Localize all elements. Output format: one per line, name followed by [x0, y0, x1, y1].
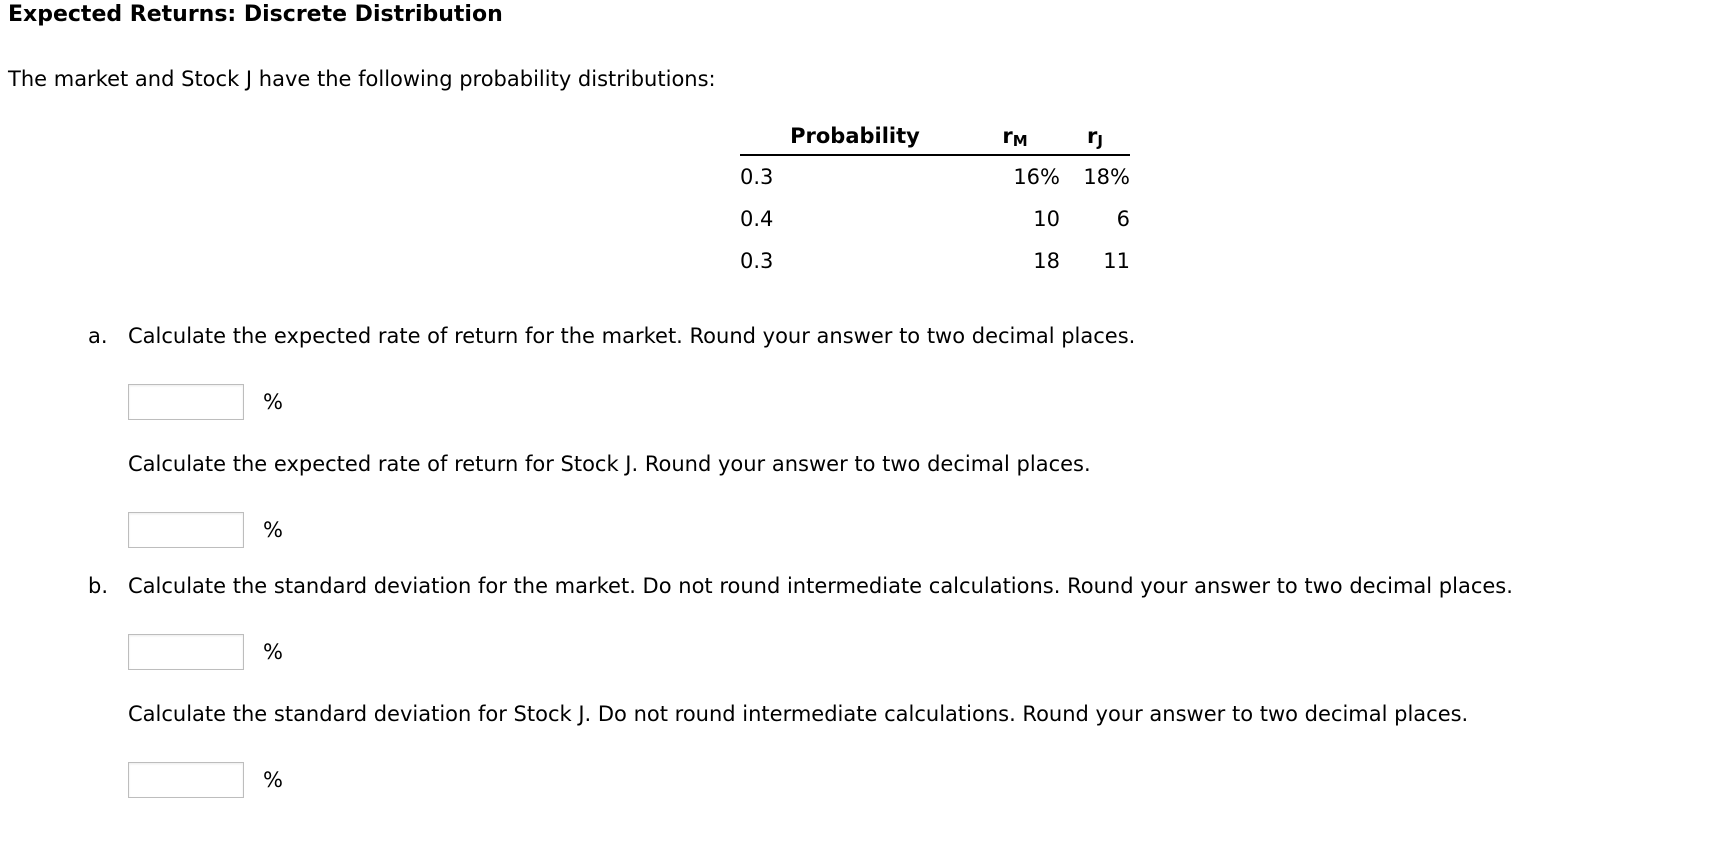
- header-probability: Probability: [740, 124, 970, 155]
- question-a-marker: a.: [88, 324, 108, 348]
- table-row: [740, 240, 1130, 282]
- probability-distribution-table: [740, 124, 1130, 282]
- header-rj-base: r: [1087, 124, 1098, 148]
- question-a2-stock-j-expected-return: [128, 452, 1091, 476]
- header-rj: [1060, 124, 1130, 155]
- header-rm-base: r: [1002, 124, 1013, 148]
- cell-probability: 0.4: [740, 207, 774, 231]
- cell-rm: 16%: [1013, 165, 1060, 189]
- answer-b1-unit: %: [263, 640, 283, 664]
- header-rj-sub: J: [1097, 132, 1103, 150]
- cell-probability: 0.3: [740, 249, 774, 273]
- page-title: Expected Returns: Discrete Distribution: [8, 2, 503, 27]
- question-b2-text: Calculate the standard deviation for Stock J. Do not round intermediate calculations. Round your answer to two decimal places.: [128, 702, 1469, 726]
- answer-b2-group: [128, 760, 283, 800]
- answer-a2-input[interactable]: [128, 512, 244, 548]
- question-a2-text: Calculate the expected rate of return for Stock J. Round your answer to two decimal places.: [128, 452, 1091, 476]
- cell-rm: 18: [1033, 249, 1060, 273]
- answer-a2-unit: %: [263, 518, 283, 542]
- question-a1-text: Calculate the expected rate of return for the market. Round your answer to two decimal places.: [128, 324, 1136, 348]
- answer-b2-input[interactable]: [128, 762, 244, 798]
- answer-a1-input[interactable]: [128, 384, 244, 420]
- cell-rj: 18%: [1083, 165, 1130, 189]
- answer-b1-input[interactable]: [128, 634, 244, 670]
- answer-a1-group: [128, 382, 283, 422]
- answer-a1-unit: %: [263, 390, 283, 414]
- intro-text: The market and Stock J have the following probability distributions:: [8, 67, 716, 91]
- answer-b2-unit: %: [263, 768, 283, 792]
- cell-rm: 10: [1033, 207, 1060, 231]
- cell-rj: 6: [1116, 207, 1130, 231]
- question-b2-stock-j-std-dev: [128, 702, 1468, 726]
- cell-rj: 11: [1103, 249, 1130, 273]
- question-b-marker: b.: [88, 574, 109, 598]
- table-row: [740, 198, 1130, 240]
- cell-probability: 0.3: [740, 165, 774, 189]
- question-b1-text: Calculate the standard deviation for the market. Do not round intermediate calculations. Round your answer to two decimal places.: [128, 574, 1513, 598]
- header-rm-sub: M: [1012, 132, 1028, 150]
- table-header-row: [740, 124, 1130, 155]
- question-a-market-expected-return: [88, 324, 1135, 348]
- answer-a2-group: [128, 510, 283, 550]
- question-b-market-std-dev: [88, 574, 1513, 598]
- answer-b1-group: [128, 632, 283, 672]
- table-row: [740, 155, 1130, 198]
- header-rm: [970, 124, 1060, 155]
